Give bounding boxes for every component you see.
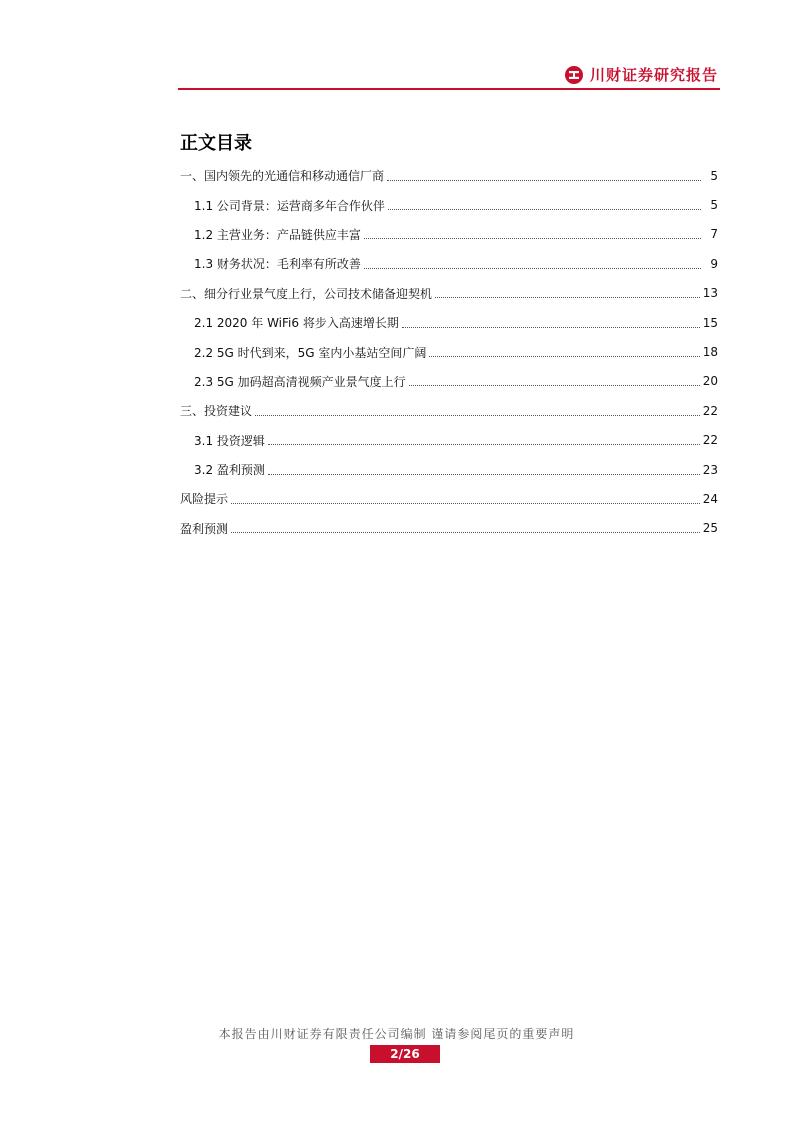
- toc-entry-label: 风险提示: [180, 492, 229, 507]
- toc-leader-dots: [429, 347, 699, 357]
- toc-entry-page: 20: [702, 374, 718, 389]
- toc-leader-dots: [255, 406, 700, 416]
- toc-entry-label: 2.1 2020 年 WiFi6 将步入高速增长期: [194, 316, 399, 331]
- toc-leader-dots: [364, 259, 701, 269]
- header-divider: [178, 88, 720, 90]
- page-title: 正文目录: [180, 133, 252, 154]
- toc-entry[interactable]: [180, 279, 718, 308]
- chuancai-logo-icon: [564, 65, 584, 85]
- toc-entry-label: 2.2 5G 时代到来，5G 室内小基站空间广阔: [194, 345, 427, 360]
- toc-entry[interactable]: [180, 455, 718, 484]
- page-header: [178, 62, 720, 88]
- toc-leader-dots: [268, 465, 700, 475]
- toc-entry-page: 9: [710, 256, 718, 271]
- toc-entry[interactable]: [180, 190, 718, 219]
- toc-entry-label: 3.1 投资逻辑: [194, 433, 265, 448]
- page-number: 2/26: [370, 1045, 440, 1063]
- table-of-contents: [180, 161, 718, 543]
- toc-leader-dots: [268, 435, 700, 445]
- toc-entry-page: 22: [702, 403, 718, 418]
- brand: [564, 64, 718, 85]
- toc-entry-label: 1.1 公司背景：运营商多年合作伙伴: [194, 198, 385, 213]
- toc-entry[interactable]: [180, 337, 718, 366]
- toc-leader-dots: [409, 376, 700, 386]
- toc-entry-page: 7: [710, 227, 718, 242]
- brand-name: 川财证券研究报告: [589, 66, 718, 84]
- toc-entry-page: 25: [702, 521, 718, 536]
- toc-entry-label: 2.3 5G 加码超高清视频产业景气度上行: [194, 374, 406, 389]
- toc-entry-label: 一、国内领先的光通信和移动通信厂商: [180, 169, 385, 184]
- toc-entry-page: 18: [702, 345, 718, 360]
- toc-entry-page: 24: [702, 491, 718, 506]
- toc-entry[interactable]: [180, 161, 718, 190]
- toc-leader-dots: [231, 523, 700, 533]
- toc-entry[interactable]: [180, 426, 718, 455]
- toc-entry-page: 5: [710, 168, 718, 183]
- toc-entry-label: 3.2 盈利预测: [194, 463, 265, 478]
- toc-entry-page: 5: [710, 198, 718, 213]
- toc-entry-page: 13: [702, 286, 718, 301]
- toc-leader-dots: [402, 318, 700, 328]
- toc-entry-label: 二、细分行业景气度上行，公司技术储备迎契机: [180, 286, 433, 301]
- toc-entry[interactable]: [180, 396, 718, 425]
- toc-leader-dots: [364, 229, 701, 239]
- toc-leader-dots: [435, 288, 700, 298]
- toc-entry-page: 22: [702, 433, 718, 448]
- toc-leader-dots: [231, 494, 700, 504]
- toc-entry-page: 23: [702, 462, 718, 477]
- footer-disclaimer: 本报告由川财证券有限责任公司编制 谨请参阅尾页的重要声明: [218, 1027, 575, 1041]
- toc-entry[interactable]: [180, 367, 718, 396]
- toc-entry-page: 15: [702, 315, 718, 330]
- toc-entry[interactable]: [180, 308, 718, 337]
- toc-entry[interactable]: [180, 249, 718, 278]
- toc-entry[interactable]: [180, 220, 718, 249]
- toc-leader-dots: [387, 171, 701, 181]
- toc-entry[interactable]: [180, 514, 718, 543]
- toc-entry-label: 三、投资建议: [180, 404, 253, 419]
- toc-entry-label: 1.2 主营业务：产品链供应丰富: [194, 227, 361, 242]
- toc-entry[interactable]: [180, 484, 718, 513]
- toc-entry-label: 1.3 财务状况：毛利率有所改善: [194, 257, 361, 272]
- toc-entry-label: 盈利预测: [180, 521, 229, 536]
- toc-leader-dots: [388, 200, 701, 210]
